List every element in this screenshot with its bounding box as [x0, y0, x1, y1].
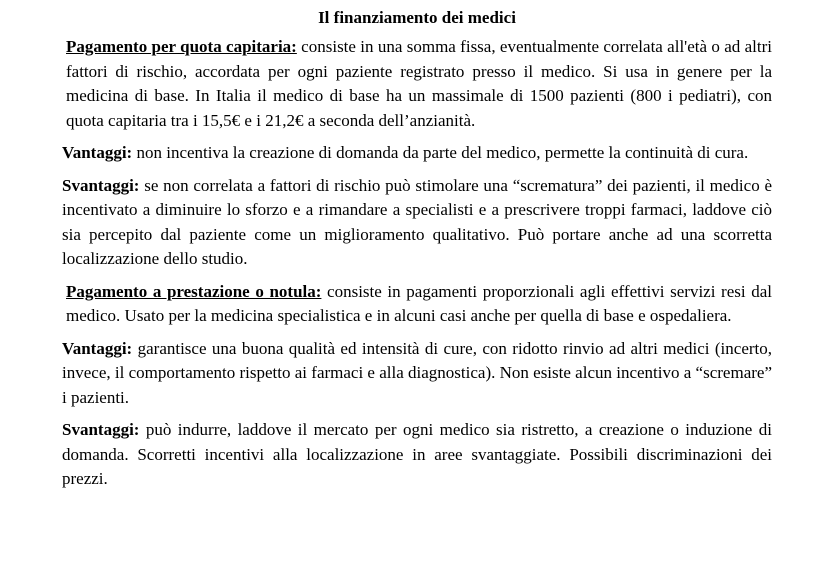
document-page — [62, 6, 772, 500]
capitation-disadvantages-label: Svantaggi: — [62, 175, 140, 195]
section-fee-for-service-paragraph — [62, 280, 772, 329]
section-capitation-paragraph — [62, 35, 772, 133]
page-title: Il finanziamento dei medici — [318, 8, 516, 27]
capitation-disadvantages-text: se non correlata a fattori di rischio può stimolare una “scrematura” dei pazienti, il medico è incentivato a diminuire lo sforzo e a rimandare a specialisti e a prescrivere troppi farmaci, laddove ciò sia percepito dal paziente come un miglioramento qualitativo. Può portare anche ad una scorretta localizzazione dello studio. — [62, 175, 772, 268]
capitation-advantages-text: non incentiva la creazione di domanda da parte del medico, permette la continuità di cura. — [132, 143, 749, 162]
fee-for-service-advantages-text: garantisce una buona qualità ed intensità di cure, con ridotto rinvio ad altri medici (incerto, invece, il comportamento rispetto ai farmaci e alla diagnostica). Non esiste alcun incentivo a “scremare” i pazienti. — [62, 338, 772, 407]
section-capitation-heading: Pagamento per quota capitaria: — [66, 37, 297, 56]
capitation-disadvantages-paragraph — [62, 174, 772, 272]
section-fee-for-service-body: consiste in pagamenti proporzionali agli effettivi servizi resi dal medico. Usato per la medicina specialistica e in alcuni casi anche per quella di base e ospedaliera. — [66, 281, 772, 325]
fee-for-service-advantages-label: Vantaggi: — [62, 338, 133, 358]
section-capitation-body: consiste in una somma fissa, eventualmente correlata all'età o ad altri fattori di rischio, accordata per ogni paziente registrato presso il medico. Si usa in genere per la medicina di base. In Italia il medico di base ha un massimale di 1500 pazienti (800 i pediatri), con quota capitaria tra i 15,5€ e i 21,2€ a seconda dell’anzianità. — [66, 37, 772, 130]
fee-for-service-disadvantages-text: può indurre, laddove il mercato per ogni medico sia ristretto, a creazione o induzione di domanda. Scorretti incentivi alla localizzazione in aree svantaggiate. Possibili discriminazioni dei prezzi. — [62, 420, 772, 488]
capitation-advantages-label: Vantaggi: — [62, 143, 133, 162]
fee-for-service-advantages-paragraph — [62, 337, 772, 411]
section-fee-for-service-heading: Pagamento a prestazione o notula: — [66, 281, 322, 301]
fee-for-service-disadvantages-paragraph — [62, 418, 772, 492]
fee-for-service-disadvantages-label: Svantaggi: — [62, 420, 140, 439]
capitation-advantages-paragraph — [62, 141, 772, 166]
